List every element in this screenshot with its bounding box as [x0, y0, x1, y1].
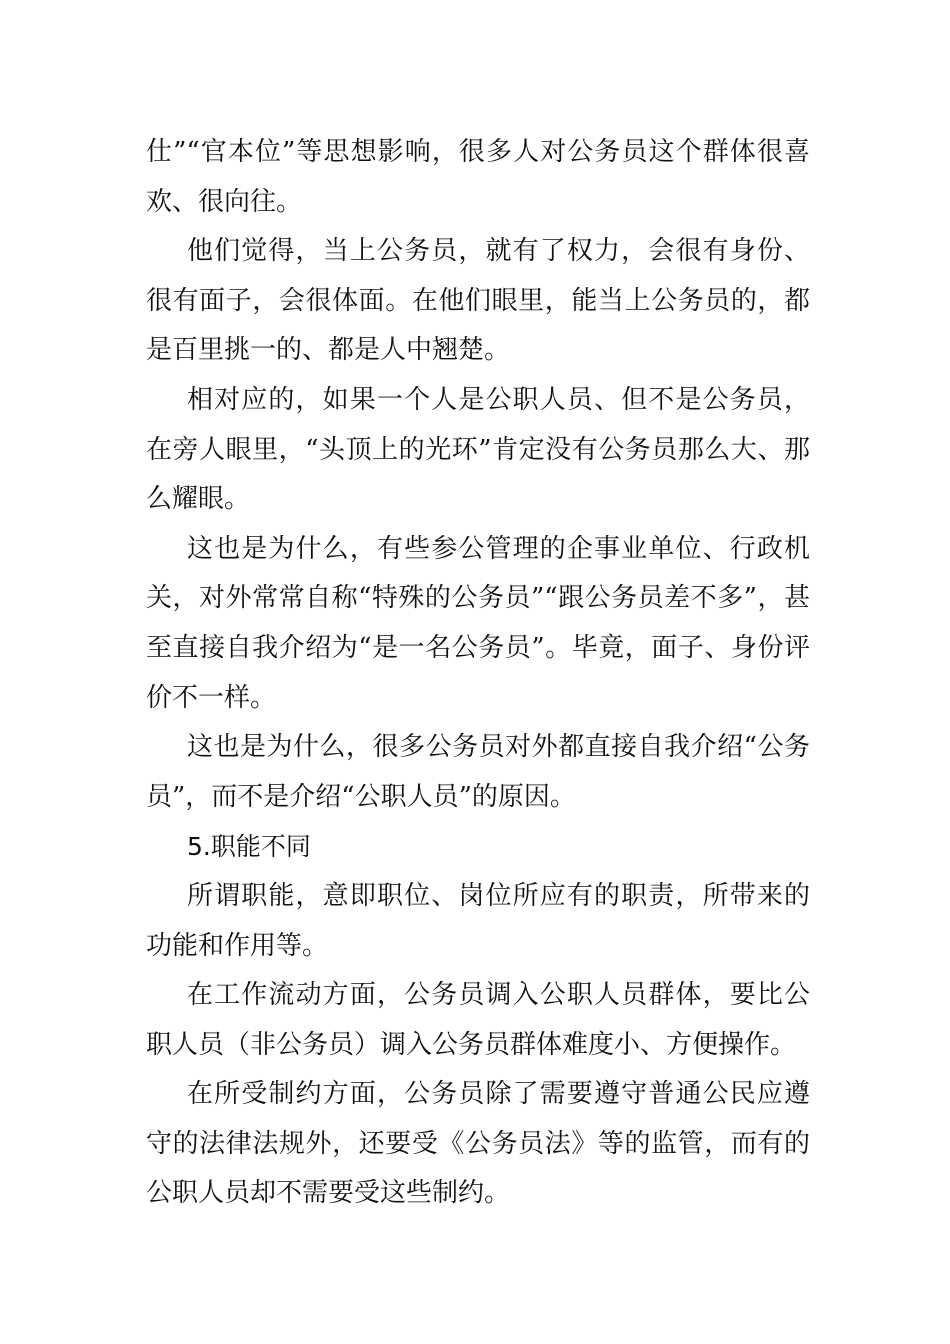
- paragraph-continuation: 仕”“官本位”等思想影响，很多人对公务员这个群体很喜欢、很向往。: [146, 137, 810, 217]
- paragraph-feeling: 他们觉得，当上公务员，就有了权力，会很有身份、很有面子，会很体面。在他们眼里，能当上公务员的，都是百里挑一的、都是人中翘楚。: [146, 236, 810, 366]
- section-heading: 5.职能不同: [187, 832, 311, 862]
- paragraph-work-mobility: 在工作流动方面，公务员调入公职人员群体，要比公职人员（非公务员）调入公务员群体难度小、方便操作。: [146, 980, 810, 1060]
- paragraph-function-definition: 所谓职能，意即职位、岗位所应有的职责，所带来的功能和作用等。: [146, 880, 810, 961]
- paragraph-why-introduce: 这也是为什么，很多公务员对外都直接自我介绍“公务员”，而不是介绍“公职人员”的原因。: [146, 732, 810, 812]
- paragraph-why-self-claim: 这也是为什么，有些参公管理的企事业单位、行政机关，对外常常自称“特殊的公务员”“跟公务员差不多”，甚至直接自我介绍为“是一名公务员”。毕竟，面子、身份评价不一样。: [146, 533, 810, 713]
- paragraph-correspondingly: 相对应的，如果一个人是公职人员、但不是公务员，在旁人眼里，“头顶上的光环”肯定没有公务员那么大、那么耀眼。: [146, 384, 810, 515]
- document-body: [146, 128, 810, 1219]
- paragraph-constraints: 在所受制约方面，公务员除了需要遵守普通公民应遵守的法律法规外，还要受《公务员法》等的监管，而有的公职人员却不需要受这些制约。: [146, 1079, 810, 1209]
